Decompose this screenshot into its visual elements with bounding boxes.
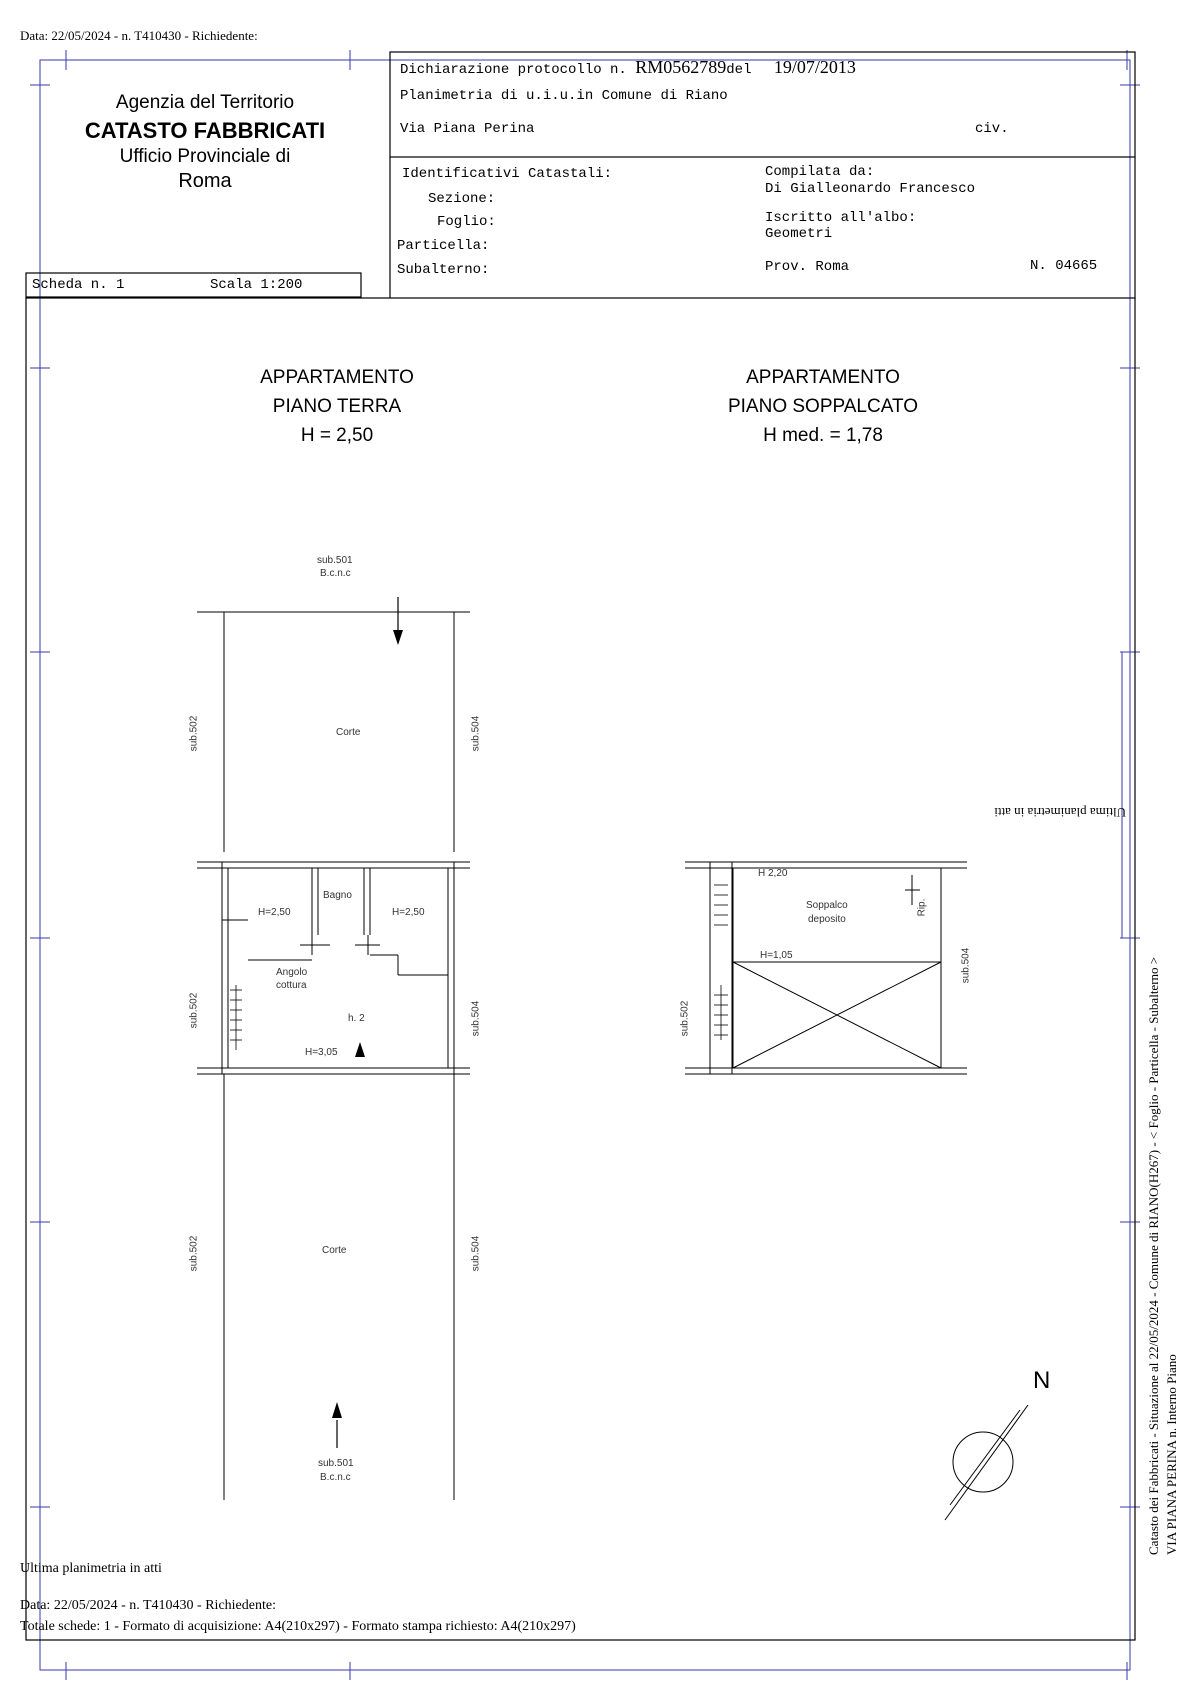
bcnc-bottom: B.c.n.c [320,1472,351,1483]
side-stamp: Ultima planimetria in atti [994,805,1126,820]
room-height-1: H=2,50 [258,907,291,918]
agency-line1: Agenzia del Territorio [115,92,295,113]
right-plan-title [673,363,973,450]
corte-bottom: Corte [322,1245,347,1256]
left-sub504-mid: sub.504 [470,1000,482,1037]
sezione-label: Sezione: [428,191,496,207]
agency-line2: CATASTO FABBRICATI [84,118,326,143]
left-title-3: H = 2,50 [300,425,374,446]
iscritto-value: Geometri [765,226,833,242]
agency-line3: Ufficio Provinciale di [119,146,291,167]
left-sub504-upper: sub.504 [470,715,482,752]
scala-label: Scala 1:200 [210,277,303,293]
compilata-label: Compilata da: [765,164,875,180]
height-105: H=1,05 [760,950,793,961]
protocol-del: del [726,62,752,78]
protocol-number: RM0562789 [635,57,727,77]
h2-label: h. 2 [348,1013,365,1024]
height-305: H=3,05 [305,1047,338,1058]
foglio-label: Foglio: [437,214,496,230]
protocol-date: 19/07/2013 [773,57,856,77]
prov-label: Prov. Roma [765,259,850,275]
side-caption [1145,555,1181,1555]
sub501-bottom: sub.501 [318,1458,354,1469]
ident-title: Identificativi Catastali: [402,166,613,182]
right-title-2: PIANO SOPPALCATO [727,396,919,417]
scheda-label: Scheda n. 1 [32,277,125,293]
side-caption-line2: VIA PIANA PERINA n. Interno Piano [1164,1354,1179,1555]
left-title-1: APPARTAMENTO [260,367,414,388]
left-title-2: PIANO TERRA [272,396,402,417]
address-line: Via Piana Perina [400,121,535,137]
left-sub504-lower: sub.504 [470,1235,482,1272]
left-sub502-upper: sub.502 [188,715,200,752]
right-sub504: sub.504 [960,947,972,984]
top-request-line: Data: 22/05/2024 - n. T410430 - Richiedente: [20,28,258,43]
right-sub502: sub.502 [679,1000,691,1037]
subalterno-label: Subalterno: [397,262,490,278]
left-plan-title [187,363,487,450]
planimetria-line: Planimetria di u.i.u.in Comune di Riano [400,88,728,104]
right-title-3: H med. = 1,78 [763,425,883,446]
north-label: N [1033,1367,1051,1394]
height-220: H 2,20 [758,868,788,879]
iscritto-label: Iscritto all'albo: [765,210,917,226]
corte-top: Corte [336,727,361,738]
protocol-label: Dichiarazione protocollo n. [400,62,627,78]
angolo-label: Angolo [276,967,308,978]
cottura-label: cottura [276,980,307,991]
civ-label: civ. [975,121,1009,137]
left-sub502-mid: sub.502 [188,992,200,1029]
protocol-line [400,57,856,78]
particella-label: Particella: [397,238,490,254]
agency-block [55,92,355,193]
rip-label: Rip. [916,898,928,917]
soppalco-label: Soppalco [806,900,848,911]
ultima-planimetria: Ultima planimetria in atti [20,1561,162,1576]
deposito-label: deposito [808,914,846,925]
bcnc-top: B.c.n.c [320,568,351,579]
sub501-top: sub.501 [317,555,353,566]
room-height-2: H=2,50 [392,907,425,918]
side-caption-line1: Catasto dei Fabbricati - Situazione al 22/05/2024 - Comune di RIANO(H267) - < Foglio - Particella - Subalterno > [1146,956,1161,1555]
albo-number: N. 04665 [1030,258,1098,274]
agency-line4: Roma [178,170,232,192]
right-title-1: APPARTAMENTO [746,367,900,388]
footer-totale: Totale schede: 1 - Formato di acquisizione: A4(210x297) - Formato stampa richiesto: A4(210x297) [20,1619,576,1634]
bagno-label: Bagno [323,890,352,901]
compilata-name: Di Gialleonardo Francesco [765,181,976,197]
left-sub502-lower: sub.502 [188,1235,200,1272]
footer-request-line: Data: 22/05/2024 - n. T410430 - Richiedente: [20,1598,276,1613]
